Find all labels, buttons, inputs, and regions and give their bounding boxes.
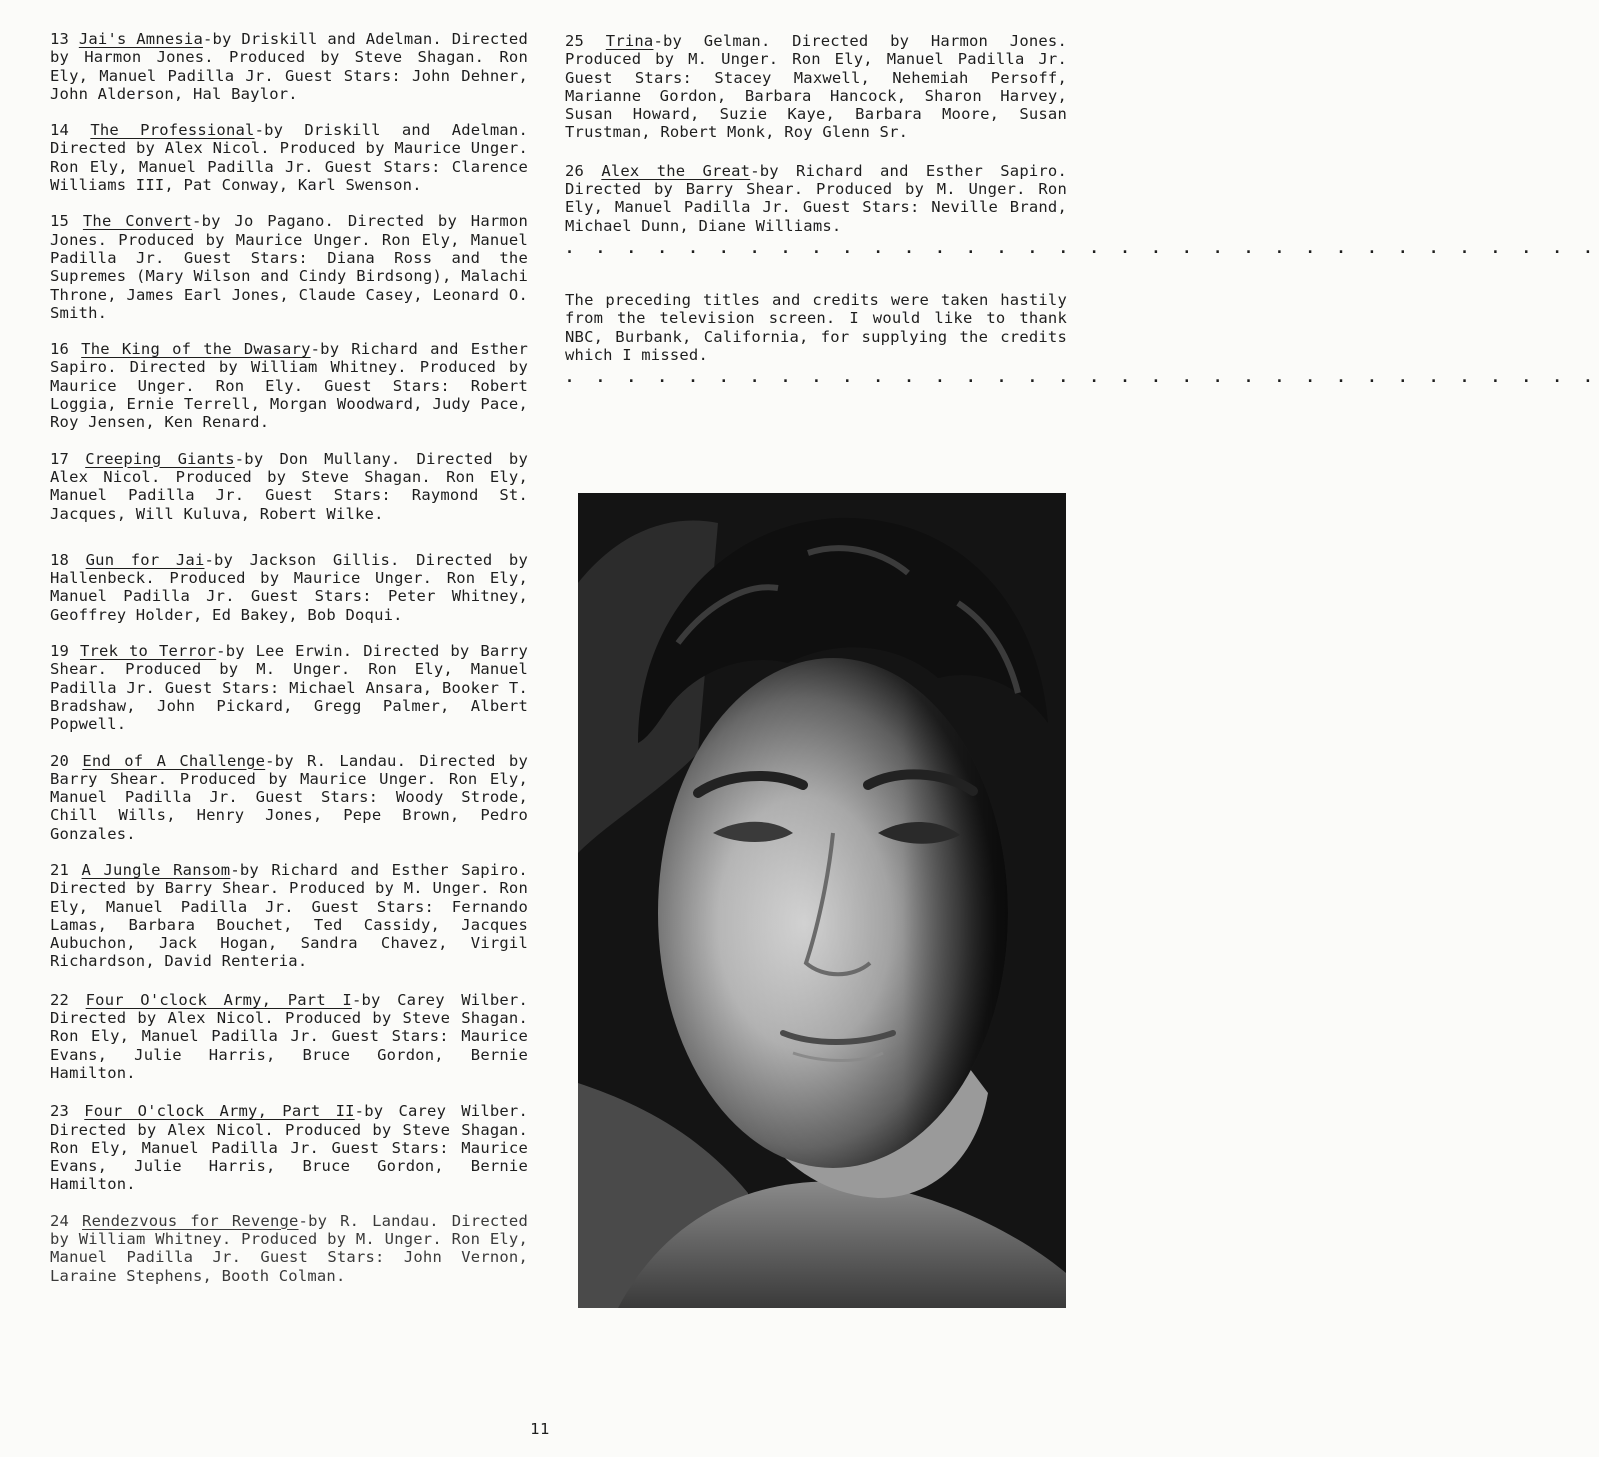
episode-credits: -by Don Mullany. Directed by Alex Nicol. Produced by Steve Shagan. Ron Ely, Manuel Padilla Jr. Guest Stars: Raymond St. Jacques, Will Kuluva, Robert Wilke. xyxy=(50,449,528,523)
episode-number: 18 xyxy=(50,550,70,569)
episode-number: 19 xyxy=(50,642,70,661)
episode-credits: -by R. Landau. Directed by William Whitney. Produced by M. Unger. Ron Ely, Manuel Padilla Jr. Guest Stars: John Vernon, Laraine Stephens, Booth Colman. xyxy=(50,1211,528,1285)
episode-credits: -by Driskill and Adelman. Directed by Harmon Jones. Produced by Steve Shagan. Ron Ely, Manuel Padilla Jr. Guest Stars: John Dehner, John Alderson, Hal Baylor. xyxy=(50,30,528,103)
episode-credits: -by Carey Wilber. Directed by Alex Nicol. Produced by Steve Shagan. Ron Ely, Manuel Padilla Jr. Guest Stars: Maurice Evans, Julie Harris, Bruce Gordon, Bernie Hamilton. xyxy=(50,990,528,1082)
episode-credits: -by Richard and Esther Sapiro. Directed by William Whitney. Produced by Maurice Unger. Ron Ely. Guest Stars: Robert Loggia, Ernie Terrell, Morgan Woodward, Judy Pace, Roy Jensen, Ken Renard. xyxy=(50,340,528,432)
episode-entry-18 xyxy=(50,551,528,624)
episode-title: Creeping Giants xyxy=(85,449,235,468)
episode-entry-24 xyxy=(50,1212,528,1285)
episode-number: 25 xyxy=(565,32,585,50)
episode-title: Four O'clock Army, Part I xyxy=(85,990,352,1009)
episode-credits: -by Jo Pagano. Directed by Harmon Jones. Produced by Maurice Unger. Ron Ely, Manuel Padilla Jr. Guest Stars: Diana Ross and the Supremes (Mary Wilson and Cindy Birdsong), Malachi Throne, James Earl Jones, Claude Casey, Leonard O. Smith. xyxy=(50,212,528,322)
right-column xyxy=(565,32,1599,387)
episode-entry-25 xyxy=(565,32,1067,142)
episode-credits: -by Lee Erwin. Directed by Barry Shear. Produced by M. Unger. Ron Ely, Manuel Padilla Jr. Guest Stars: Michael Ansara, Booker T. Bradshaw, John Pickard, Gregg Palmer, Albert Popwell. xyxy=(50,642,528,734)
episode-credits: -by R. Landau. Directed by Barry Shear. Produced by Maurice Unger. Ron Ely, Manuel Padilla Jr. Guest Stars: Woody Strode, Chill Wills, Henry Jones, Pepe Brown, Pedro Gonzales. xyxy=(50,751,528,843)
episode-number: 22 xyxy=(50,990,70,1009)
episode-number: 13 xyxy=(50,30,70,48)
page-number: 11 xyxy=(530,1420,550,1438)
episode-number: 21 xyxy=(50,860,70,879)
episode-number: 14 xyxy=(50,121,70,140)
episode-title: The King of the Dwasary xyxy=(81,340,311,359)
episode-title: Four O'clock Army, Part II xyxy=(84,1102,355,1121)
credits-note: The preceding titles and credits were taken hastily from the television screen. I would like to thank NBC, Burbank, California, for supplying the credits which I missed. xyxy=(565,290,1067,364)
episode-credits: -by Richard and Esther Sapiro. Directed by Barry Shear. Produced by M. Unger. Ron Ely, Manuel Padilla Jr. Guest Stars: Neville Brand, Michael Dunn, Diane Williams. xyxy=(565,161,1067,235)
episode-title: Trina xyxy=(605,32,654,50)
episode-title: A Jungle Ransom xyxy=(81,860,231,879)
episode-entry-16 xyxy=(50,340,528,431)
episode-title: Trek to Terror xyxy=(79,642,217,661)
episode-number: 16 xyxy=(50,340,70,359)
episode-credits: -by Richard and Esther Sapiro. Directed by Barry Shear. Produced by M. Unger. Ron Ely, Manuel Padilla Jr. Guest Stars: Fernando Lamas, Barbara Bouchet, Ted Cassidy, Jacques Aubuchon, Jack Hogan, Sandra Chavez, Virgil Richardson, David Renteria. xyxy=(50,860,528,971)
episode-number: 15 xyxy=(50,212,70,231)
episode-title: Gun for Jai xyxy=(85,550,205,569)
episode-number: 24 xyxy=(50,1211,70,1230)
episode-entry-22 xyxy=(50,991,528,1082)
portrait-photo xyxy=(578,493,1066,1308)
episode-entry-13 xyxy=(50,30,528,103)
episode-credits: -by Jackson Gillis. Directed by Hallenbeck. Produced by Maurice Unger. Ron Ely, Manuel Padilla Jr. Guest Stars: Peter Whitney, Geoffrey Holder, Ed Bakey, Bob Doqui. xyxy=(50,550,528,624)
left-column xyxy=(50,30,528,1285)
episode-entry-14 xyxy=(50,121,528,194)
episode-entry-19 xyxy=(50,642,528,733)
episode-entry-15 xyxy=(50,212,528,322)
episode-credits: -by Carey Wilber. Directed by Alex Nicol. Produced by Steve Shagan. Ron Ely, Manuel Padilla Jr. Guest Stars: Maurice Evans, Julie Harris, Bruce Gordon, Bernie Hamilton. xyxy=(50,1102,528,1194)
dotted-separator: . . . . . . . . . . . . . . . . . . . . . . . . . . . . . . . . . . xyxy=(565,238,1599,257)
episode-entry-21 xyxy=(50,861,528,971)
episode-title: Alex the Great xyxy=(601,161,751,180)
episode-entry-26 xyxy=(565,162,1067,235)
episode-number: 23 xyxy=(50,1102,70,1121)
episode-entry-23 xyxy=(50,1102,528,1193)
episode-title: The Convert xyxy=(82,212,193,231)
episode-credits: -by Gelman. Directed by Harmon Jones. Produced by M. Unger. Ron Ely, Manuel Padilla Jr. Guest Stars: Stacey Maxwell, Nehemiah Persoff, Marianne Gordon, Barbara Hancock, Sharon Harvey, Susan Howard, Suzie Kaye, Barbara Moore, Susan Trustman, Robert Monk, Roy Glenn Sr. xyxy=(565,32,1067,142)
episode-number: 26 xyxy=(565,161,585,180)
episode-title: Jai's Amnesia xyxy=(78,30,203,48)
episode-credits: -by Driskill and Adelman. Directed by Alex Nicol. Produced by Maurice Unger. Ron Ely, Manuel Padilla Jr. Guest Stars: Clarence Williams III, Pat Conway, Karl Swenson. xyxy=(50,121,528,195)
episode-title: Rendezvous for Revenge xyxy=(82,1211,299,1230)
episode-entry-20 xyxy=(50,752,528,843)
episode-number: 20 xyxy=(50,751,70,770)
episode-title: End of A Challenge xyxy=(82,751,266,770)
episode-number: 17 xyxy=(50,449,70,468)
episode-title: The Professional xyxy=(90,121,255,140)
episode-entry-17 xyxy=(50,450,528,523)
dotted-separator: . . . . . . . . . . . . . . . . . . . . . . . . . . . . . . . . . . xyxy=(565,368,1599,387)
